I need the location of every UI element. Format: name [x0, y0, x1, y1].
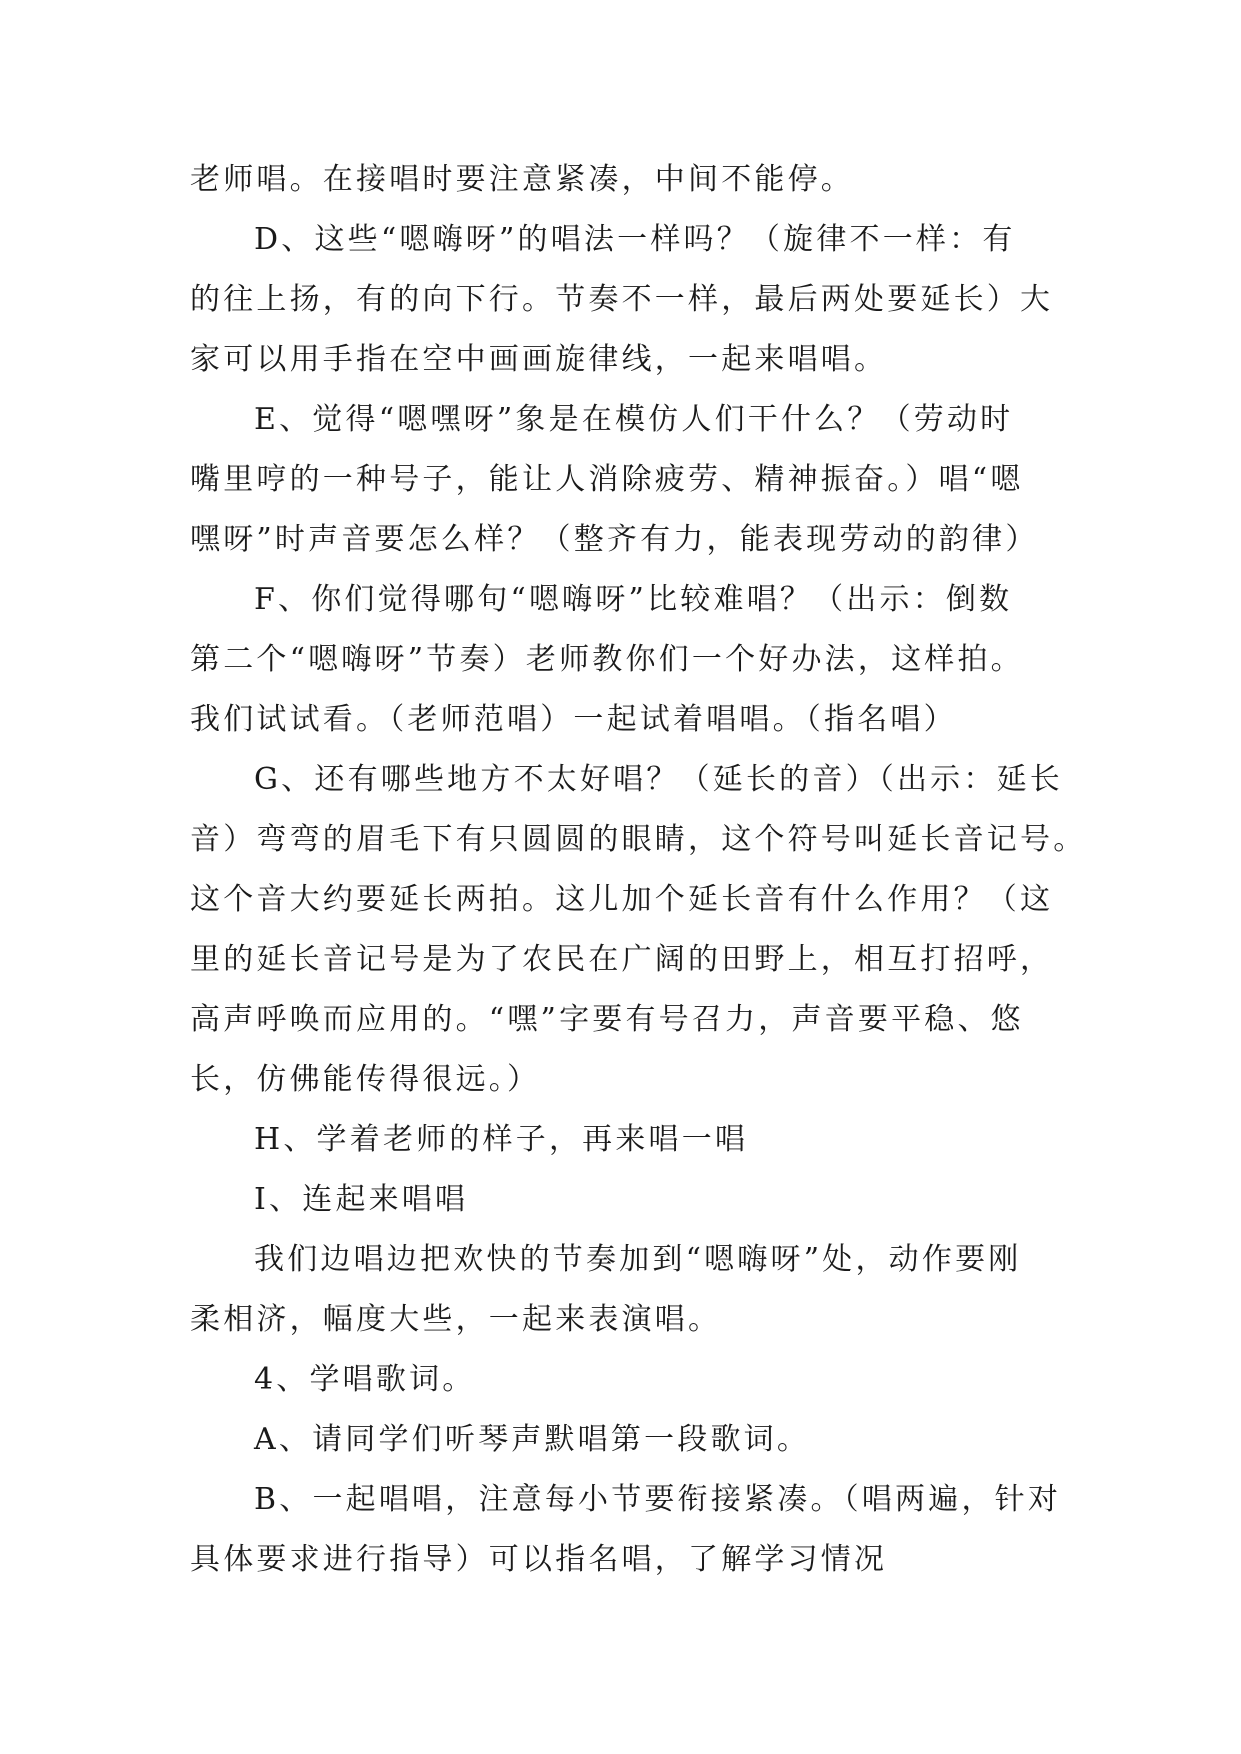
text-line: 我们试试看。（老师范唱）一起试着唱唱。（指名唱） — [190, 702, 957, 737]
text-line: E、觉得“嗯嘿呀”象是在模仿人们干什么？（劳动时 — [254, 402, 1014, 437]
text-line: 这个音大约要延长两拍。这儿加个延长音有什么作用？（这 — [190, 882, 1054, 917]
text-line: D、这些“嗯嗨呀”的唱法一样吗？（旋律不一样：有 — [254, 222, 1016, 257]
text-line: F、你们觉得哪句“嗯嗨呀”比较难唱？（出示：倒数 — [254, 582, 1013, 617]
text-line: 家可以用手指在空中画画旋律线，一起来唱唱。 — [190, 342, 888, 377]
text-line: 的往上扬，有的向下行。节奏不一样，最后两处要延长）大 — [190, 282, 1054, 317]
text-line: 具体要求进行指导）可以指名唱，了解学习情况 — [190, 1542, 888, 1577]
text-line: 嘴里哼的一种号子，能让人消除疲劳、精神振奋。）唱“嗯 — [190, 462, 1024, 497]
text-line: 柔相济，幅度大些，一起来表演唱。 — [190, 1302, 722, 1337]
text-line: 里的延长音记号是为了农民在广阔的田野上，相互打招呼， — [190, 942, 1054, 977]
text-line: G、还有哪些地方不太好唱？（延长的音）（出示：延长 — [254, 762, 1063, 797]
text-line: H、学着老师的样子，再来唱一唱 — [254, 1122, 749, 1157]
text-line: A、请同学们听琴声默唱第一段歌词。 — [254, 1422, 811, 1457]
text-line: 第二个“嗯嗨呀”节奏）老师教你们一个好办法，这样拍。 — [190, 642, 1024, 677]
text-line: B、一起唱唱，注意每小节要衔接紧凑。（唱两遍，针对 — [254, 1482, 1062, 1517]
text-line: 高声呼唤而应用的。“嘿”字要有号召力，声音要平稳、悠 — [190, 1002, 1024, 1037]
text-line: 4、学唱歌词。 — [254, 1362, 476, 1397]
text-line: I、连起来唱唱 — [254, 1182, 469, 1217]
text-line: 音）弯弯的眉毛下有只圆圆的眼睛，这个符号叫延长音记号。 — [190, 822, 1087, 857]
document-page — [190, 150, 1090, 1590]
text-line: 长，仿佛能传得很远。） — [190, 1062, 541, 1097]
text-line: 嘿呀”时声音要怎么样？（整齐有力，能表现劳动的韵律） — [190, 522, 1039, 557]
text-line: 我们边唱边把欢快的节奏加到“嗯嗨呀”处，动作要刚 — [254, 1242, 1022, 1277]
text-line: 老师唱。在接唱时要注意紧凑，中间不能停。 — [190, 162, 854, 197]
